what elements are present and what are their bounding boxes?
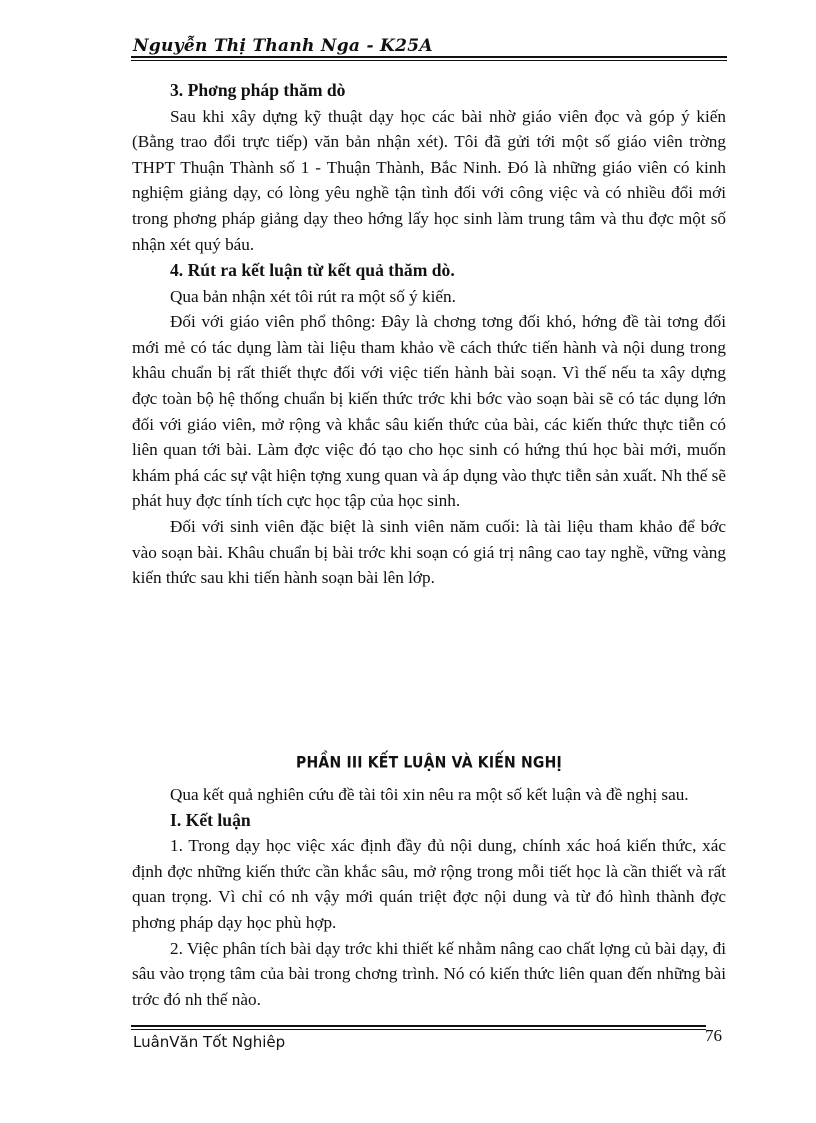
part-3-body bbox=[132, 782, 726, 1012]
footer-label: LuânVăn Tốt Nghiêp bbox=[133, 1033, 286, 1051]
section-4-heading: 4. Rút ra kết luận từ kết quả thăm dò. bbox=[170, 260, 455, 280]
section-4 bbox=[132, 258, 726, 591]
section-4-paragraph-2: Đối với giáo viên phổ thông: Đây là chơng tơng đối khó, hớng đề tài tơng đối mới mẻ có tác dụng làm tài liệu tham khảo về cách thức tiến hành và nội dung trong khâu chuẩn bị rất thiết thực đối với việc tiến hành bài soạn. Vì thế nếu ta xây dựng đợc toàn bộ hệ thống chuẩn bị kiến thức trớc khi bớc vào soạn bài sẽ có tác dụng lớn đối với giáo viên, mở rộng và khắc sâu kiến thức của bài, các kiến thức thực tiễn có liên quan tới bài. Làm đợc việc đó tạo cho học sinh có hứng thú học bài mới, muốn khám phá các sự vật hiện tợng xung quan và áp dụng vào thực tiễn sản xuất. Nh thế sẽ phát huy đợc tính tích cực học tập của học sinh. bbox=[132, 312, 726, 511]
conclusion-item-2: 2. Việc phân tích bài dạy trớc khi thiết kế nhằm nâng cao chất lợng củ bài dạy, đi sâu vào trọng tâm của bài trong chơng trình. Nó có kiến thức liên quan đến những bài trớc đó nh thế nào. bbox=[132, 938, 726, 1009]
conclusion-heading: I. Kết luận bbox=[170, 809, 251, 830]
section-3-heading: 3. Phơng pháp thăm dò bbox=[170, 80, 346, 100]
conclusion-item-1: 1. Trong dạy học việc xác định đầy đủ nội dung, chính xác hoá kiến thức, xác định đợc những kiến thức cần khắc sâu, mở rộng trong mỗi tiết học là cần thiết và rất quan trọng. Vì chỉ có nh vậy mới quán triệt đợc nội dung và từ đó hình thành đợc phơng pháp dạy học phù hợp. bbox=[132, 836, 726, 932]
header-rule-thin bbox=[131, 60, 727, 61]
section-3-paragraph: Sau khi xây dựng kỹ thuật dạy học các bài nhờ giáo viên đọc và góp ý kiến (Bằng trao đổi trực tiếp) văn bản nhận xét). Tôi đã gửi tới một số giáo viên trờng THPT Thuận Thành số 1 - Thuận Thành, Bắc Ninh. Đó là những giáo viên có kinh nghiệm giảng dạy, có lòng yêu nghề tận tình đối với công việc và có nhiều đổi mới trong phơng pháp giảng dạy theo hớng lấy học sinh làm trung tâm và thu đợc một số nhận xét quý báu. bbox=[132, 106, 726, 254]
part-3-intro: Qua kết quả nghiên cứu đề tài tôi xin nêu ra một số kết luận và đề nghị sau. bbox=[170, 785, 689, 804]
section-4-paragraph-3: Đối với sinh viên đặc biệt là sinh viên năm cuối: là tài liệu tham khảo để bớc vào soạn bài. Khâu chuẩn bị bài trớc khi soạn có giá trị nâng cao tay nghề, vững vàng kiến thức sau khi tiến hành soạn bài lên lớp. bbox=[132, 516, 726, 588]
part-3-title: PHẦN III KẾT LUẬN VÀ KIẾN NGHỊ bbox=[296, 754, 562, 772]
header-rule bbox=[131, 56, 727, 58]
section-4-paragraph-1: Qua bản nhận xét tôi rút ra một số ý kiến. bbox=[170, 286, 456, 306]
footer-rule bbox=[131, 1025, 706, 1027]
footer-rule-thin bbox=[131, 1029, 706, 1030]
page-number: 76 bbox=[705, 1026, 722, 1045]
header-author: Nguyễn Thị Thanh Nga - K25A bbox=[133, 36, 433, 56]
section-3 bbox=[132, 78, 726, 257]
